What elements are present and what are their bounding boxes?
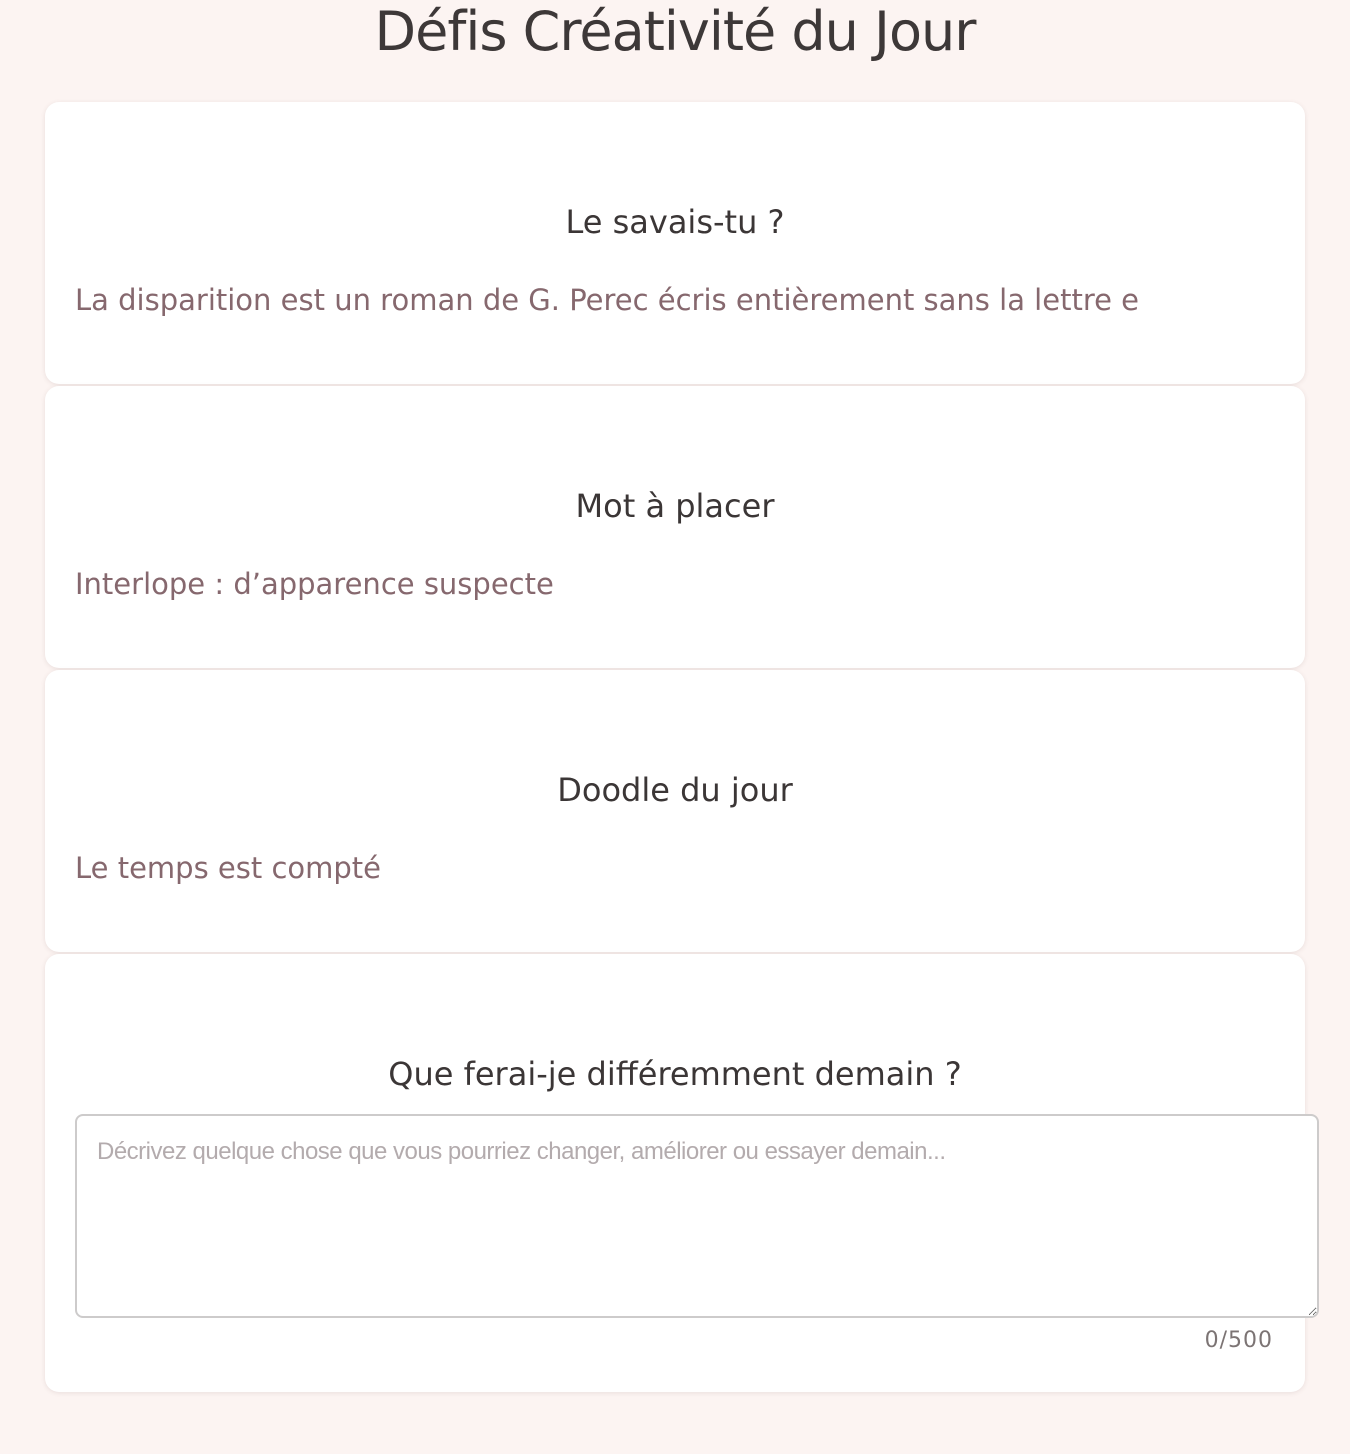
- reflection-textarea[interactable]: [75, 1114, 1319, 1318]
- card-heading: Doodle du jour: [557, 771, 793, 809]
- card-heading: Mot à placer: [575, 487, 775, 525]
- card-text: Interlope : d’apparence suspecte: [75, 567, 554, 601]
- card-heading: Le savais-tu ?: [565, 203, 785, 241]
- card-text: La disparition est un roman de G. Perec écris entièrement sans la lettre e: [75, 283, 1140, 317]
- character-counter: 0/500: [1204, 1328, 1273, 1353]
- card-text: Le temps est compté: [75, 851, 382, 885]
- reflection-card: [45, 954, 1305, 1392]
- page-title: Défis Créativité du Jour: [374, 0, 976, 63]
- did-you-know-card: [45, 102, 1305, 384]
- card-heading: Que ferai-je différemment demain ?: [388, 1055, 962, 1093]
- word-to-place-card: [45, 386, 1305, 668]
- reflection-field-wrapper: [75, 1114, 1319, 1318]
- doodle-of-the-day-card: [45, 670, 1305, 952]
